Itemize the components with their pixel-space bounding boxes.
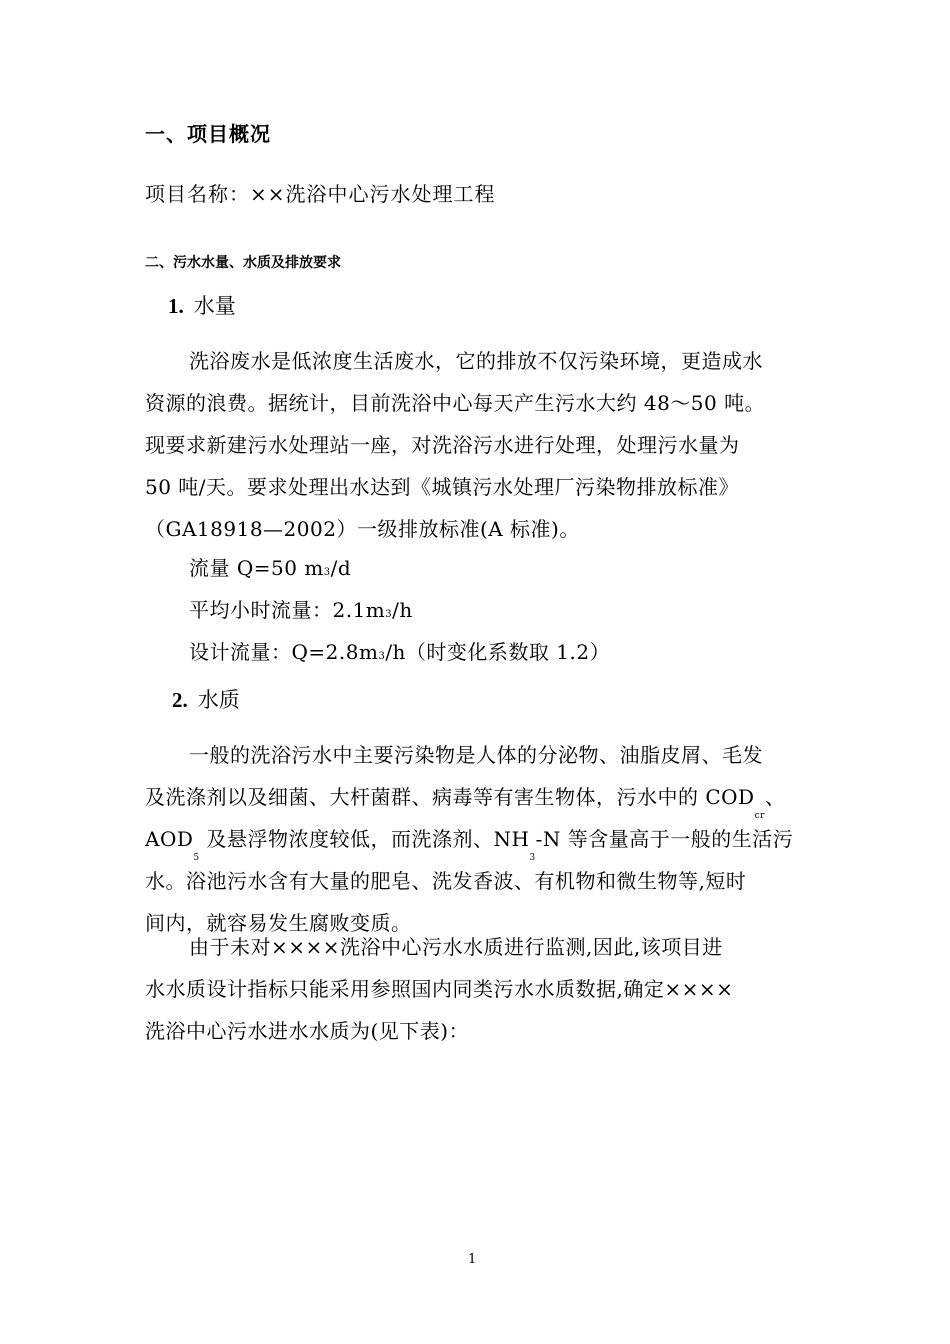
paragraph-line: 洗浴废水是低浓度生活废水，它的排放不仅污染环境，更造成水 bbox=[189, 349, 763, 373]
paragraph-line: 一般的洗浴污水中主要污染物是人体的分泌物、油脂皮屑、毛发 bbox=[189, 743, 763, 767]
unit-superscript: 3 bbox=[385, 609, 393, 620]
subheading-title: 水质 bbox=[197, 688, 240, 712]
subheading-quantity bbox=[168, 290, 236, 320]
paragraph-line: 水。浴池污水含有大量的肥皂、洗发香波、有机物和微生物等,短时 bbox=[145, 869, 747, 893]
avg-flow-line bbox=[189, 594, 413, 623]
flow-text: 流量 Q=50 m bbox=[189, 556, 324, 580]
paragraph-line bbox=[145, 818, 810, 863]
avg-flow-text: 平均小时流量：2.1m bbox=[189, 598, 386, 622]
project-name-line: 项目名称：××洗浴中心污水处理工程 bbox=[145, 182, 496, 206]
subscript: 3 bbox=[529, 853, 536, 863]
line-text: 及悬浮物浓度较低，而洗涤剂、NH bbox=[206, 827, 530, 851]
subheading-number: 2. bbox=[172, 688, 188, 712]
section-heading-overview: 一、项目概况 bbox=[145, 122, 271, 146]
paragraph-line: 洗浴中心污水进水水质为(见下表)： bbox=[145, 1019, 470, 1043]
avg-flow-unit: /h bbox=[392, 598, 413, 622]
line-text: -N 等含量高于一般的生活污 bbox=[535, 827, 794, 851]
line-text: 、 bbox=[764, 785, 786, 809]
quality-paragraph-2 bbox=[145, 926, 810, 1052]
subscript: 5 bbox=[193, 853, 200, 863]
flow-line bbox=[189, 552, 351, 581]
quantity-paragraph bbox=[145, 340, 810, 550]
flow-unit: /d bbox=[330, 556, 352, 580]
line-text: 及洗涤剂以及细菌、大杆菌群、病毒等有害生物体，污水中的 COD bbox=[145, 785, 755, 809]
subheading-quality bbox=[172, 684, 240, 714]
paragraph-line: 间内，就容易发生腐败变质。 bbox=[145, 911, 412, 935]
unit-superscript: 3 bbox=[323, 567, 331, 578]
paragraph-line bbox=[145, 776, 810, 821]
paragraph-line: 水水质设计指标只能采用参照国内同类污水水质数据,确定×××× bbox=[145, 977, 734, 1001]
unit-superscript: 3 bbox=[378, 651, 386, 662]
paragraph-line: 资源的浪费。据统计，目前洗浴中心每天产生污水大约 48～50 吨。 bbox=[145, 391, 766, 415]
section-heading-water: 二、污水水量、水质及排放要求 bbox=[145, 255, 341, 271]
design-flow-text: 设计流量：Q=2.8m bbox=[189, 640, 379, 664]
subscript: cr bbox=[754, 811, 765, 821]
paragraph-line: 50 吨/天。要求处理出水达到《城镇污水处理厂污染物排放标准》 bbox=[145, 475, 740, 499]
paragraph-line: （GA18918—2002）一级排放标准(A 标准)。 bbox=[145, 517, 580, 541]
paragraph-line: 现要求新建污水处理站一座，对洗浴污水进行处理，处理污水量为 bbox=[145, 433, 740, 457]
paragraph-line: 由于未对××××洗浴中心污水水质进行监测,因此,该项目进 bbox=[189, 935, 723, 959]
page-number: 1 bbox=[468, 1252, 477, 1267]
subheading-title: 水量 bbox=[193, 294, 236, 318]
design-flow-line bbox=[189, 636, 610, 665]
line-text: AOD bbox=[145, 827, 194, 851]
quality-paragraph-1 bbox=[145, 734, 810, 944]
design-flow-unit: /h（时变化系数取 1.2） bbox=[385, 640, 611, 664]
subheading-number: 1. bbox=[168, 294, 184, 318]
